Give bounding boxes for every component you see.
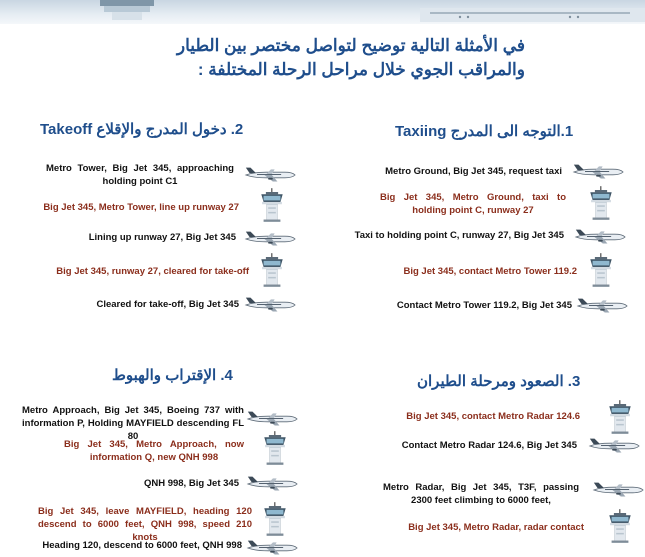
message-pilot: Metro Radar, Big Jet 345, T3F, passing 2300 feet climbing to 6000 feet, xyxy=(383,482,579,506)
message-pilot: Contact Metro Radar 124.6, Big Jet 345 xyxy=(401,440,577,451)
section-title-taxiing: 1.التوجه الى المدرج Taxiing xyxy=(395,123,574,140)
message-pilot: Lining up runway 27, Big Jet 345 xyxy=(88,232,236,243)
airplane-icon xyxy=(244,296,296,314)
message-atc: Big Jet 345, Metro Ground, taxi to holding point C, runway 27 xyxy=(380,192,566,216)
message-pilot: QNH 998, Big Jet 345 xyxy=(143,478,239,489)
airplane-icon xyxy=(246,410,298,428)
airplane-icon xyxy=(572,163,624,181)
control-tower-icon xyxy=(588,253,614,287)
airplane-icon xyxy=(576,297,628,315)
message-pilot: Metro Approach, Big Jet 345, Boeing 737 with information P, Holding MAYFIELD descending FL 80 xyxy=(22,405,244,442)
intro-line-1: في الأمثلة التالية توضيح لتواصل مختصر بين الطيار xyxy=(176,36,525,55)
control-tower-icon xyxy=(607,509,633,543)
control-tower-icon xyxy=(259,253,285,287)
intro-line-2: والمراقب الجوي خلال مراحل الرحلة المختلفة : xyxy=(197,60,525,79)
airplane-icon xyxy=(246,539,298,557)
airplane-icon xyxy=(574,228,626,246)
message-pilot: Metro Tower, Big Jet 345, approaching holding point C1 xyxy=(46,163,234,187)
message-atc: Big Jet 345, Metro Radar, radar contact xyxy=(408,522,584,533)
section-title-takeoff: 2. دخول المدرج والإقلاع Takeoff xyxy=(40,121,244,138)
control-tower-icon xyxy=(259,188,285,222)
airplane-icon xyxy=(420,2,645,22)
message-pilot: Taxi to holding point C, runway 27, Big Jet 345 xyxy=(354,230,564,241)
control-tower-icon xyxy=(92,0,162,20)
message-pilot: Heading 120, descend to 6000 feet, QNH 998 xyxy=(42,540,242,551)
control-tower-icon xyxy=(588,186,614,220)
message-pilot: Metro Ground, Big Jet 345, request taxi xyxy=(385,166,562,177)
section-title-approach: 4. الإقتراب والهبوط xyxy=(112,367,233,384)
message-atc: Big Jet 345, Metro Approach, now information Q, new QNH 998 xyxy=(64,439,244,463)
intro-text xyxy=(100,34,525,82)
airplane-icon xyxy=(588,437,640,455)
message-pilot: Contact Metro Tower 119.2, Big Jet 345 xyxy=(396,300,572,311)
airplane-icon xyxy=(592,481,644,499)
control-tower-icon xyxy=(607,400,633,434)
airplane-icon xyxy=(244,230,296,248)
message-atc: Big Jet 345, runway 27, cleared for take-off xyxy=(56,266,249,277)
message-atc: Big Jet 345, contact Metro Radar 124.6 xyxy=(406,411,580,422)
airplane-icon xyxy=(244,166,296,184)
section-title-climb: 3. الصعود ومرحلة الطيران xyxy=(417,373,581,390)
airplane-icon xyxy=(246,475,298,493)
header-banner xyxy=(0,0,645,24)
control-tower-icon xyxy=(262,502,288,536)
control-tower-icon xyxy=(262,431,288,465)
message-atc: Big Jet 345, leave MAYFIELD, heading 120 descend to 6000 feet, QNH 998, speed 210 knots xyxy=(38,506,252,543)
message-atc: Big Jet 345, Metro Tower, line up runway 27 xyxy=(43,202,239,213)
message-pilot: Cleared for take-off, Big Jet 345 xyxy=(96,299,239,310)
message-atc: Big Jet 345, contact Metro Tower 119.2 xyxy=(403,266,577,277)
